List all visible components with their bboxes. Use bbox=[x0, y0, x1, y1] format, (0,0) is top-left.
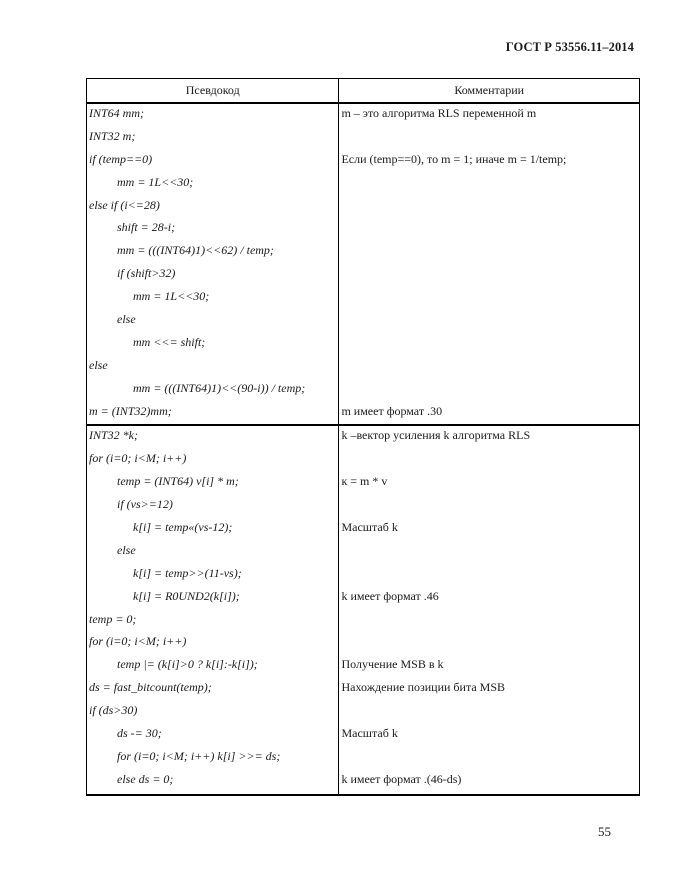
comment-cell bbox=[339, 218, 640, 241]
pseudocode-cell: if (vs>=12) bbox=[87, 495, 339, 518]
pseudocode-cell: if (ds>30) bbox=[87, 701, 339, 724]
comment-cell bbox=[339, 379, 640, 402]
table-row bbox=[87, 264, 640, 287]
comment-cell bbox=[339, 449, 640, 472]
pseudocode-cell: for (i=0; i<M; i++) bbox=[87, 632, 339, 655]
pseudocode-cell: ds = fast_bitcount(temp); bbox=[87, 678, 339, 701]
comment-cell bbox=[339, 127, 640, 150]
comment-cell bbox=[339, 356, 640, 379]
table-row bbox=[87, 724, 640, 747]
pseudocode-cell: k[i] = temp>>(11-vs); bbox=[87, 564, 339, 587]
comment-cell bbox=[339, 747, 640, 770]
comment-cell bbox=[339, 632, 640, 655]
table-row bbox=[87, 425, 640, 449]
pseudocode-cell: mm = 1L<<30; bbox=[87, 173, 339, 196]
table-row bbox=[87, 379, 640, 402]
comment-cell bbox=[339, 287, 640, 310]
column-header-pseudocode: Псевдокод bbox=[87, 79, 339, 104]
page-number: 55 bbox=[598, 824, 611, 839]
comment-cell: k имеет формат .(46-ds) bbox=[339, 770, 640, 795]
pseudocode-cell: k[i] = temp«(vs-12); bbox=[87, 518, 339, 541]
pseudocode-cell: temp |= (k[i]>0 ? k[i]:-k[i]); bbox=[87, 655, 339, 678]
table-row bbox=[87, 495, 640, 518]
comment-cell: k имеет формат .46 bbox=[339, 587, 640, 610]
table-row bbox=[87, 701, 640, 724]
table-row bbox=[87, 173, 640, 196]
comment-cell: к = m * v bbox=[339, 472, 640, 495]
comment-cell bbox=[339, 541, 640, 564]
pseudocode-cell: ds -= 30; bbox=[87, 724, 339, 747]
comment-cell: m – это алгоритма RLS переменной m bbox=[339, 103, 640, 127]
pseudocode-cell: INT64 mm; bbox=[87, 103, 339, 127]
comment-cell bbox=[339, 264, 640, 287]
table-row bbox=[87, 587, 640, 610]
table-row bbox=[87, 678, 640, 701]
comment-cell: Масштаб k bbox=[339, 518, 640, 541]
table-row bbox=[87, 310, 640, 333]
table-row bbox=[87, 356, 640, 379]
pseudocode-cell: INT32 *k; bbox=[87, 425, 339, 449]
table-row bbox=[87, 472, 640, 495]
table-row bbox=[87, 103, 640, 127]
pseudocode-cell: mm = 1L<<30; bbox=[87, 287, 339, 310]
table-row bbox=[87, 564, 640, 587]
pseudocode-cell: m = (INT32)mm; bbox=[87, 402, 339, 426]
table-row bbox=[87, 333, 640, 356]
comment-cell bbox=[339, 310, 640, 333]
comment-cell bbox=[339, 610, 640, 633]
pseudocode-cell: if (temp==0) bbox=[87, 150, 339, 173]
table-header-row bbox=[87, 79, 640, 104]
pseudocode-table bbox=[86, 78, 640, 796]
table-row bbox=[87, 127, 640, 150]
table-row bbox=[87, 747, 640, 770]
comment-cell bbox=[339, 495, 640, 518]
pseudocode-cell: mm = (((INT64)1)<<62) / temp; bbox=[87, 241, 339, 264]
table-row bbox=[87, 632, 640, 655]
comment-cell bbox=[339, 241, 640, 264]
comment-cell bbox=[339, 196, 640, 219]
pseudocode-cell: for (i=0; i<M; i++) k[i] >>= ds; bbox=[87, 747, 339, 770]
table-row bbox=[87, 196, 640, 219]
pseudocode-cell: INT32 m; bbox=[87, 127, 339, 150]
table-row bbox=[87, 402, 640, 426]
comment-cell bbox=[339, 173, 640, 196]
pseudocode-cell: if (shift>32) bbox=[87, 264, 339, 287]
pseudocode-cell: for (i=0; i<M; i++) bbox=[87, 449, 339, 472]
table-row bbox=[87, 287, 640, 310]
pseudocode-cell: else if (i<=28) bbox=[87, 196, 339, 219]
table-row bbox=[87, 770, 640, 795]
pseudocode-cell: mm = (((INT64)1)<<(90-i)) / temp; bbox=[87, 379, 339, 402]
pseudocode-cell: else ds = 0; bbox=[87, 770, 339, 795]
pseudocode-cell: temp = (INT64) v[i] * m; bbox=[87, 472, 339, 495]
table-row bbox=[87, 541, 640, 564]
pseudocode-cell: temp = 0; bbox=[87, 610, 339, 633]
comment-cell bbox=[339, 333, 640, 356]
pseudocode-cell: mm <<= shift; bbox=[87, 333, 339, 356]
document-header: ГОСТ Р 53556.11–2014 bbox=[505, 40, 634, 54]
column-header-comments: Комментарии bbox=[339, 79, 640, 104]
table-row bbox=[87, 241, 640, 264]
pseudocode-cell: else bbox=[87, 310, 339, 333]
comment-cell: m имеет формат .30 bbox=[339, 402, 640, 426]
table-row bbox=[87, 218, 640, 241]
table-row bbox=[87, 655, 640, 678]
comment-cell: Нахождение позиции бита MSB bbox=[339, 678, 640, 701]
table-row bbox=[87, 150, 640, 173]
table-row bbox=[87, 518, 640, 541]
table-row bbox=[87, 449, 640, 472]
comment-cell: Масштаб k bbox=[339, 724, 640, 747]
comment-cell: k –вектор усиления k алгоритма RLS bbox=[339, 425, 640, 449]
table-row bbox=[87, 610, 640, 633]
comment-cell: Получение MSB в k bbox=[339, 655, 640, 678]
pseudocode-cell: else bbox=[87, 541, 339, 564]
pseudocode-cell: shift = 28-i; bbox=[87, 218, 339, 241]
table-body bbox=[87, 103, 640, 795]
comment-cell bbox=[339, 564, 640, 587]
comment-cell: Если (temp==0), то m = 1; иначе m = 1/temp; bbox=[339, 150, 640, 173]
comment-cell bbox=[339, 701, 640, 724]
pseudocode-cell: k[i] = R0UND2(k[i]); bbox=[87, 587, 339, 610]
pseudocode-cell: else bbox=[87, 356, 339, 379]
